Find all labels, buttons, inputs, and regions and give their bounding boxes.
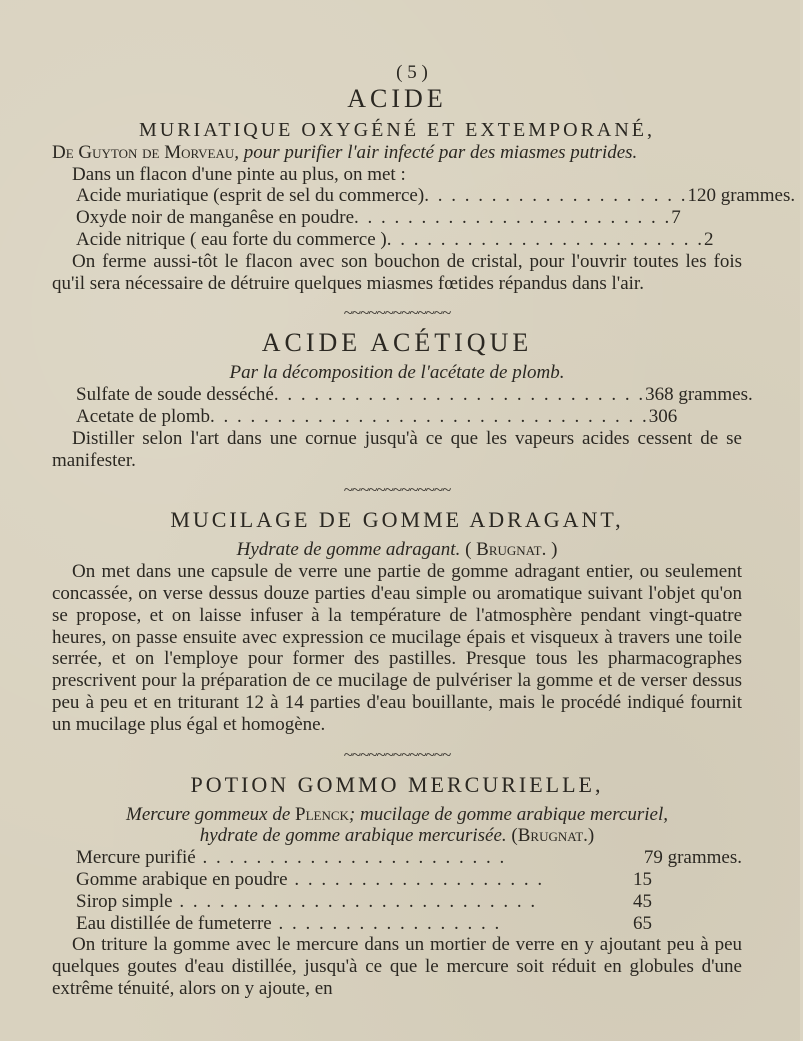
section-title-acide-acetique: ACIDE ACÉTIQUE: [261, 328, 533, 358]
section-title-potion: POTION GOMMO MERCURIELLE,: [190, 771, 604, 797]
ornament-divider: ~~~~~~~~~~~~~: [343, 480, 451, 500]
section3-paragraph: On met dans une capsule de verre une partie de gomme adragant entier, ou seulement concassée, on verse dessus douze parties d'eau simple ou aromatique suivant l'objet qu'on se propose, et on laisse infuser à la température de l'atmosphère pendant vingt-quatre heures, on passe ensuite avec expression ce mucilage épais et visqueux à travers une toile serrée, et on l'employe pour former des pastilles. Presque tous les pharmacographes prescrivent pour la préparation de ce mucilage de pulvériser la gomme et de verser dessus peu à peu et en triturant 12 à 14 parties d'eau bouillante, mais le procédé indiqué fournit un mucilage plus égal et homogène.: [52, 561, 742, 735]
page-number: ( 5 ): [396, 62, 428, 83]
ingredient-row: Sirop simple . . . . . . . . . . . . . . . . . . . . . . . . . . . 45: [76, 890, 652, 912]
attribution-author: Guyton de Morveau: [78, 141, 235, 163]
section2-paragraph: Distiller selon l'art dans une cornue jusqu'à ce que les vapeurs acides cessent de se manifester.: [52, 427, 742, 471]
ornament-divider: ~~~~~~~~~~~~~: [343, 303, 451, 323]
attribution-guyton: [52, 142, 742, 164]
page-text: [52, 62, 796, 1000]
section1-paragraph: On ferme aussi-tôt le flacon avec son bouchon de cristal, pour l'ouvrir toutes les fois qu'il sera nécessaire de détruire quelques miasmes fœtides répandus dans l'air.: [52, 250, 742, 294]
attribution-plenck: Mercure gommeux de Plenck; mucilage de gomme arabique mercuriel, hydrate de gomme arabique mercurisée. (Brugnat.): [126, 803, 668, 847]
intro-text: Dans un flacon d'une pinte au plus, on met :: [72, 163, 406, 185]
ornament-divider: ~~~~~~~~~~~~~: [343, 744, 451, 764]
ingredient-row: Gomme arabique en poudre . . . . . . . . . . . . . . . . . . . 15: [76, 868, 652, 890]
attribution-brugnat: Hydrate de gomme adragant. ( Brugnat. ): [236, 539, 558, 561]
attribution-prefix: De: [52, 141, 74, 163]
ingredient-row: Sulfate de soude desséché . . . . . . . . . . . . . . . . . . . . . . . . . . . . 368 grammes.: [76, 384, 753, 406]
section4-paragraph: On triture la gomme avec le mercure dans un mortier de verre en y ajoutant peu à peu quelques goutes d'eau distillée, jusqu'à ce que le mercure soit réduit en globules d'une extrême ténuité, alors on y ajoute, en: [52, 934, 742, 999]
ingredient-list-2: [76, 384, 753, 428]
section-subtitle-muriatique: MURIATIQUE OXYGÉNÉ ET EXTEMPORANÉ,: [138, 118, 656, 141]
section-title-mucilage: MUCILAGE DE GOMME ADRAGANT,: [170, 507, 624, 533]
ingredient-list-4: [76, 847, 742, 934]
section-title-acide: ACIDE: [347, 83, 447, 113]
ingredient-row: Eau distillée de fumeterre . . . . . . . . . . . . . . . . . 65: [76, 912, 652, 934]
attribution-text: , pour purifier l'air infecté par des miasmes putrides.: [234, 141, 638, 163]
ingredient-row: Acetate de plomb . . . . . . . . . . . . . . . . . . . . . . . . . . . . . . . . . 306: [76, 405, 678, 427]
ingredient-row: Mercure purifié . . . . . . . . . . . . . . . . . . . . . . . 79 grammes.: [76, 847, 742, 869]
ingredient-row: Oxyde noir de manganêse en poudre . . . . . . . . . . . . . . . . . . . . . . . . 7: [76, 207, 681, 229]
ingredient-list-1: [76, 185, 796, 250]
ingredient-row: Acide nitrique ( eau forte du commerce ) . . . . . . . . . . . . . . . . . . . . . . . . 2: [76, 228, 714, 250]
ingredient-row: Acide muriatique (esprit de sel du commerce) . . . . . . . . . . . . . . . . . . . . 120 grammes.: [76, 185, 796, 207]
attribution-acetate: Par la décomposition de l'acétate de plomb.: [229, 362, 565, 384]
